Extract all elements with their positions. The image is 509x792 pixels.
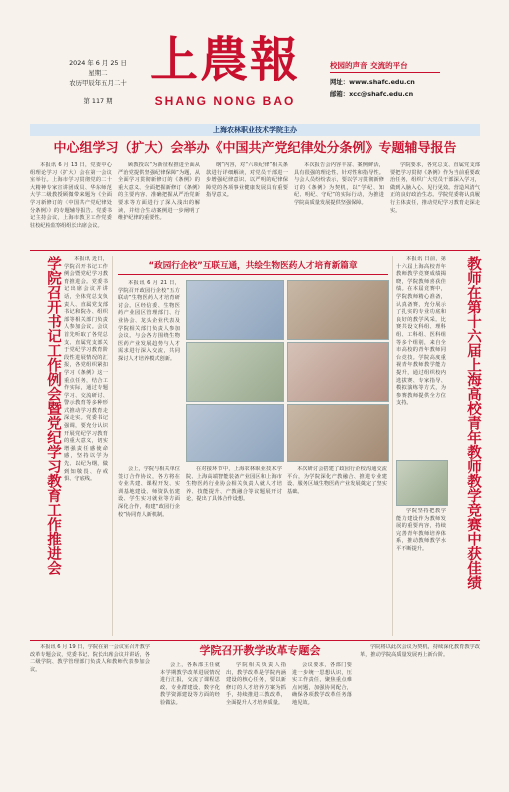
lead-column-5: [390, 162, 480, 246]
lead-text-3: 纲”内容，对“六项纪律”相关条款进行详细解读，对党员干部进一步增强纪律意识、以严明的纪律保障党的各项事业健康发展具有重要指导意义。: [206, 162, 288, 199]
section-divider-top: [30, 250, 480, 251]
bottom-text-5: 学院将以此次会议为契机，持续深化教育教学改革，推动学院高质量发展再上新台阶。: [360, 644, 480, 658]
right-article-headline: 教师在第十六届上海高校青年教师教学竞赛中获佳绩: [465, 256, 481, 590]
feature-body-4: [287, 466, 387, 636]
lead-text-4: 本次报告会内容丰富、案例鲜活，具有很强的理论性、针对性和指导性。与会人员纷纷表示，要以学习贯彻新修订的《条例》为契机，以“学纪、知纪、明纪、守纪”的实际行动，为推进学院高质量发展提供坚强保障。: [294, 162, 384, 206]
feature-body-1: [118, 280, 180, 460]
bottom-column-2: [160, 662, 220, 769]
weekday: 星期二: [88, 69, 108, 77]
website-label: 网址：www.shafc.edu.cn: [330, 78, 415, 86]
slogan-underline: [330, 72, 440, 73]
bottom-text-3: 学院相关负责人指出，教学改革是学院内涵建设的核心任务，要以新修订的人才培养方案为抓手，持续推进三教改革，全面提升人才培养质量。: [226, 662, 286, 706]
feature-photo-1: [186, 280, 284, 340]
feature-headline: “政园行企校”互联互通，共绘生物医药人才培育新篇章: [148, 261, 358, 271]
date-line: 2024 年 6 月 25 日: [69, 59, 127, 67]
bottom-headline: 学院召开教学改革专题会: [199, 644, 321, 657]
feature-body-3: [186, 466, 282, 636]
bottom-column-3: [226, 662, 286, 769]
lead-headline: 中心组学习（扩大）会举办《中国共产党纪律处分条例》专题辅导报告: [53, 141, 457, 156]
right-article-text-2: 学院坚持把教学能力建设作为教师发展的重要内容，持续完善青年教师培养体系，推动教师教学水平不断提升。: [396, 508, 446, 552]
masthead-pinyin: SHANG NONG BAO: [154, 94, 296, 108]
sponsor-line: 上海农林职业技术学院主办: [213, 126, 297, 134]
lead-column-3: [206, 162, 288, 246]
lead-text-1: 本报讯 6 月 13 日，党委中心组理论学习（扩大）会在第一会议室举行。上海市学习贯彻党的二十大精神专家宣讲团成员、华东师范大学二级教授顾微带来题为《全面学习新修订的〈中国共产党纪律处分条例〉》的专题辅导报告。党委书记主持会议，上海市教卫工作党委驻校纪检监察组组长出席会议。: [30, 162, 112, 229]
feature-underline: [118, 274, 388, 275]
right-article-photo: [396, 460, 448, 506]
bottom-text-4: 会议要求，各部门要进一步统一思想认识，压实工作责任，聚焦重点难点问题，加强协同配合，确保各项教学改革任务落地见效。: [292, 662, 352, 706]
right-article-body-2: [396, 508, 446, 636]
bottom-text-2: 会上，各系部主任就本学期教学改革进展情况进行汇报，交流了课程思政、专业群建设、数字化教学资源建设等方面的经验做法。: [160, 662, 220, 706]
divider-left: [112, 256, 113, 636]
lead-column-4: [294, 162, 384, 246]
section-divider-bottom: [30, 640, 480, 641]
divider-right: [392, 256, 393, 636]
masthead-title: 上農報: [149, 32, 300, 88]
email-label: 邮箱：xcc@shafc.edu.cn: [330, 90, 414, 98]
bottom-column-1: [30, 644, 150, 769]
bottom-column-5: [360, 644, 480, 769]
lead-text-5: 学院要求，各党总支、直属党支部要把学习贯彻《条例》作为当前重要政治任务，组织广大党员干部深入学习，做到入脑入心、见行见效。营造风清气正的良好政治生态。学院党委将认真履行主体责任，推动党纪学习教育走深走实。: [390, 162, 480, 214]
right-article-body: [396, 256, 446, 456]
left-article-text: 本报讯 近日，学院召开书记工作例会暨党纪学习教育推进会。党委书记出席会议并讲话，全体党总支负责人、直属党支部书记和院办、组织部等相关部门负责人参加会议。会议首先听取了各党总支、直属党支部关于党纪学习教育阶段性进展情况的汇报，各党组织紧扣学习《条例》这一重点任务，结合工作实际，通过专题学习、交流研讨、警示教育等多种形式推动学习教育走深走实。党委书记强调，要充分认识开展党纪学习教育的重大意义，切实增强责任感使命感，坚持以学为先、以纪为纲，做到知敬畏、存戒惧、守底线。: [64, 256, 108, 483]
feature-body-2: [118, 466, 180, 636]
feature-photo-5: [186, 404, 284, 462]
feature-photo-6: [287, 404, 389, 462]
feature-text-4: 本次研讨会搭建了政园行企校沟通交流平台，为学院深化产教融合、推进专业建设、服务区域生物医药产业发展奠定了坚实基础。: [287, 466, 387, 495]
lunar-date: 农历甲辰年五月二十: [69, 79, 127, 87]
bottom-text-1: 本报讯 6 月 19 日，学院在第一会议室召开教学改革专题会议，党委书记、院长出席会议并讲话，各二级学院、教学管理部门负责人和教师代表参加会议。: [30, 644, 150, 673]
left-article-body: [64, 256, 108, 636]
feature-text-1: 本报讯 6 月 21 日，学院召开政园行企校“五方联动”生物医药人才培育研讨会。区经信委、生物医药产业园区管理部门、行业协会、龙头企业代表及学院相关部门负责人参加会议。与会各方围绕生物医药产业发展趋势与人才需求进行深入交流，共同探讨人才培养模式创新。: [118, 280, 180, 362]
lead-column-2: [118, 162, 200, 246]
feature-text-2: 会上，学院与相关单位签订合作协议，各方将在专业共建、课程开发、实训基地建设、师资队伍建设、学生实习就业等方面深化合作，构建“政园行企校”协同育人新机制。: [118, 466, 180, 518]
feature-photo-4: [287, 342, 389, 402]
issue-number: 第 117 期: [83, 97, 113, 105]
right-article-text: 本报讯 日前，第十六届上海高校青年教师教学竞赛成绩揭晓，学院教师喜获佳绩。在本届竞赛中，学院教师精心准备，认真备赛，充分展示了扎实的专业功底和良好的教学风采。比赛共设文科组、理科组、工科组、医科组等多个组别，来自全市高校的青年教师同台竞技。学院高度重视青年教师教学能力提升，通过组织校内选拔赛、专家指导、模拟演练等方式，为参赛教师提供全方位支持。: [396, 256, 446, 407]
lead-text-2: 顾教授以“为新征程推进全面从严治党提供坚强纪律保障”为题，从全面学习贯彻新修订的《条例》的重大意义、全面把握新修订《条例》的主要内容、准确把握从严治党新要求等方面进行了深入浅出的解读，并结合生动案例进一步阐明了维护纪律的重要性。: [118, 162, 200, 222]
feature-photo-3: [186, 342, 284, 402]
lead-column-1: [30, 162, 112, 246]
feature-photo-2: [287, 280, 389, 340]
left-article-headline: 学院召开书记工作例会暨党纪学习教育工作推进会: [45, 256, 61, 575]
feature-text-3: 在对接环节中，上海农林职业技术学院、上海高端智能装备产业园区和上海市生物医药行业协会相关负责人就人才培养、技能提升、产教融合等议题展开讨论，提出了具体合作设想。: [186, 466, 282, 503]
bottom-column-4: [292, 662, 352, 769]
masthead-slogan: 校园的声音 交流的平台: [330, 61, 408, 70]
